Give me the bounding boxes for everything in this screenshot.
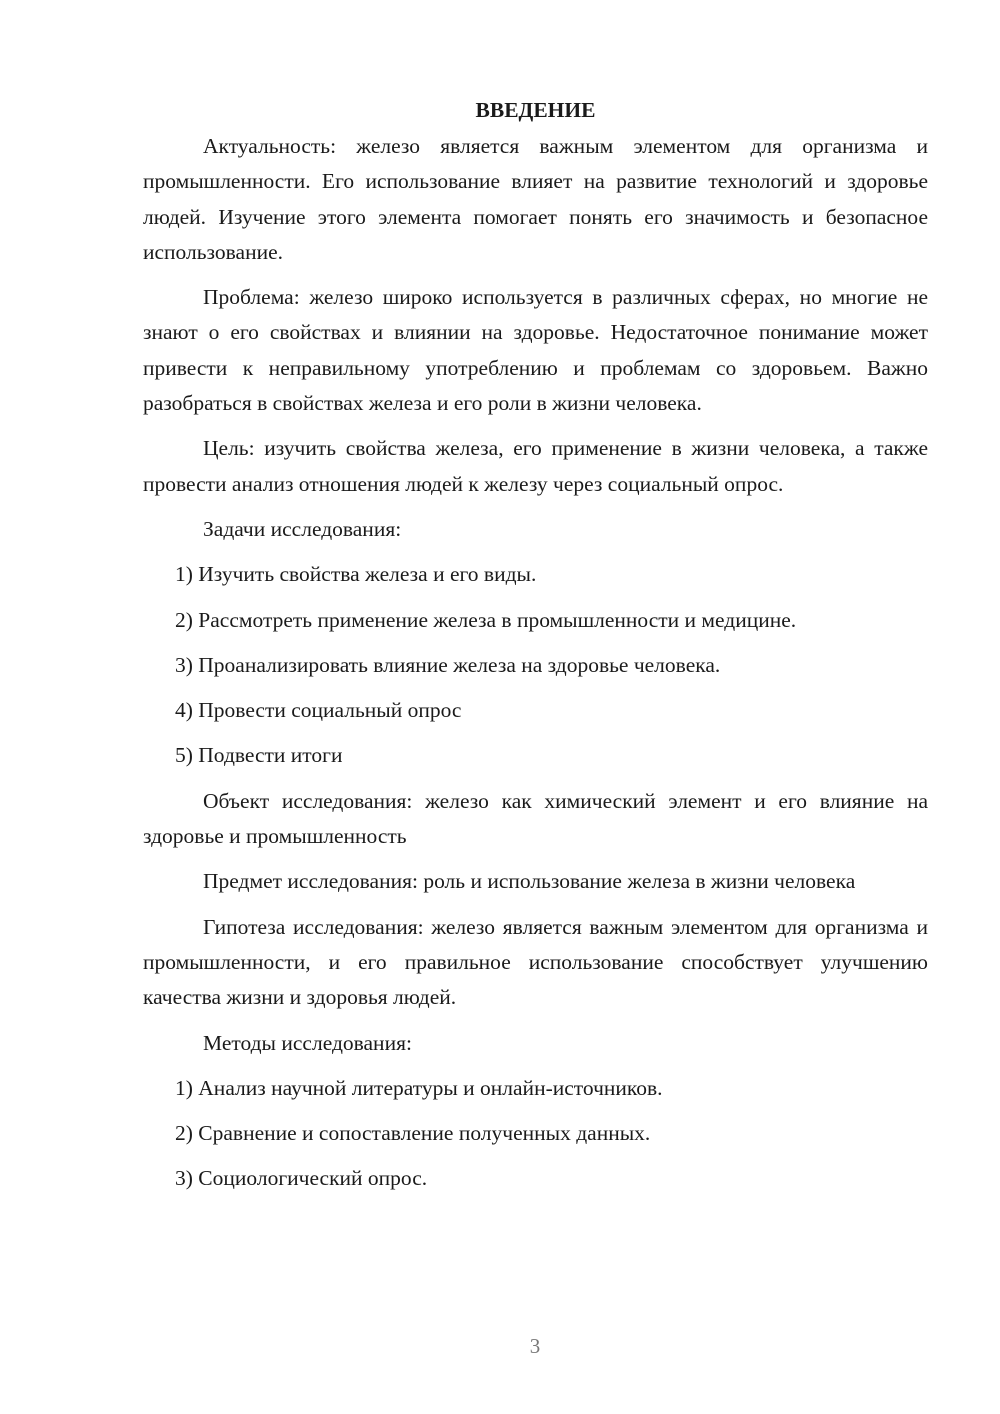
document-page [143, 93, 928, 1207]
tasks-label: Задачи исследования: [203, 516, 402, 541]
list-item: 5) Подвести итоги [175, 743, 343, 768]
relevance-paragraph: Актуальность: железо является важным элементом для организма и промышленности. Его использование влияет на развитие технологий и здоровье людей. Изучение этого элемента помогает понять его значимость и безопасное использование. [143, 134, 928, 264]
list-item: 4) Провести социальный опрос [175, 698, 462, 723]
object-paragraph: Объект исследования: железо как химический элемент и его влияние на здоровье и промышленность [143, 788, 928, 849]
hypothesis-paragraph: Гипотеза исследования: железо является важным элементом для организма и промышленности, и его правильное использование способствует улучшению качества жизни и здоровья людей. [143, 914, 928, 1010]
goal-paragraph: Цель: изучить свойства железа, его применение в жизни человека, а также провести анализ отношения людей к железу через социальный опрос. [143, 436, 928, 496]
list-item: 3) Проанализировать влияние железа на здоровье человека. [175, 652, 721, 677]
tasks-list [143, 557, 928, 773]
subject-paragraph: Предмет исследования: роль и использование железа в жизни человека [203, 869, 856, 894]
list-item: 1) Анализ научной литературы и онлайн-источников. [175, 1075, 663, 1100]
methods-list [143, 1071, 928, 1197]
methods-label: Методы исследования: [203, 1030, 412, 1055]
list-item: 3) Социологический опрос. [175, 1166, 428, 1191]
list-item: 2) Рассмотреть применение железа в промышленности и медицине. [175, 607, 797, 632]
list-item: 2) Сравнение и сопоставление полученных данных. [175, 1121, 651, 1146]
section-title: ВВЕДЕНИЕ [475, 98, 596, 122]
problem-paragraph: Проблема: железо широко используется в различных сферах, но многие не знают о его свойствах и влиянии на здоровье. Недостаточное понимание может привести к неправильному употреблению и проблемам со здоровьем. Важно разобраться в свойствах железа и его роли в жизни человека. [143, 285, 928, 416]
list-item: 1) Изучить свойства железа и его виды. [175, 562, 537, 587]
page-number: 3 [529, 1334, 541, 1358]
